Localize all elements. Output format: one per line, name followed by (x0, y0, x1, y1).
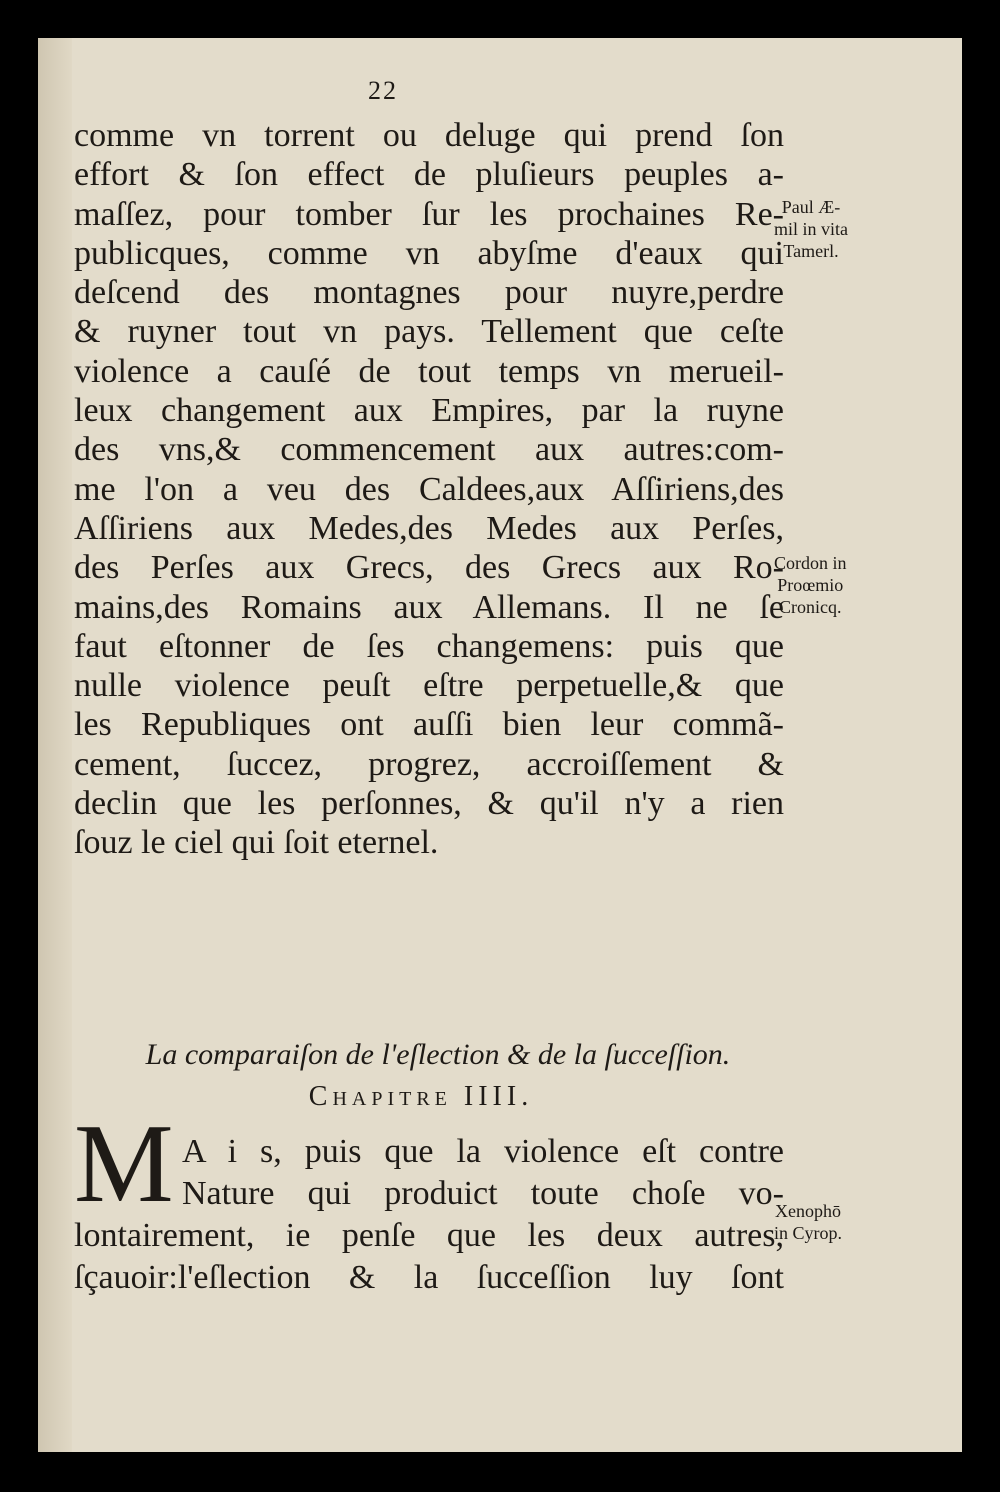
body-line: violence a cauſé de tout temps vn merueil- (74, 352, 784, 390)
book-page (38, 38, 962, 1452)
body-line: les Republiques ont auſſi bien leur commã- (74, 706, 784, 744)
margin-note-cordon: Cordon in Proœmio Cronicq. (774, 553, 847, 617)
body-line: nulle violence peuſt eſtre perpetuelle,& que (74, 667, 784, 705)
body-line: effort & ſon effect de pluſieurs peuples a- (74, 156, 784, 194)
chapter-line: Nature qui produict toute choſe vo- (182, 1175, 784, 1212)
body-text (74, 116, 784, 863)
page-gutter (38, 38, 72, 1452)
chapter-line: lontairement, ie penſe que les deux autres, (74, 1217, 784, 1254)
margin-note-xenophon: Xenophō in Cyrop. (774, 1201, 843, 1243)
body-line: Aſſiriens aux Medes,des Medes aux Perſes, (74, 509, 784, 547)
body-line: declin que les perſonnes, & qu'il n'y a rien (74, 785, 784, 823)
chapter-line: A i s, puis que la violence eſt contre (182, 1133, 784, 1170)
body-line: deſcend des montagnes pour nuyre,perdre (74, 274, 784, 312)
body-line: des vns,& commencement aux autres:com- (74, 431, 784, 469)
chapter-text (74, 1131, 784, 1299)
body-line: faut eſtonner de ſes changemens: puis que (74, 627, 784, 665)
body-line: ſouz le ciel qui ſoit eternel. (74, 824, 439, 862)
chapter-title: La comparaiſon de l'eſlection & de la ſucceſſion. (145, 1038, 731, 1071)
body-line: des Perſes aux Grecs, des Grecs aux Ro- (74, 549, 784, 587)
body-line: maſſez, pour tomber ſur les prochaines Re- (74, 195, 784, 233)
page-number: 22 (368, 76, 398, 105)
body-line: me l'on a veu des Caldees,aux Aſſiriens,des (74, 470, 784, 508)
chapter-line: ſçauoir:l'eſlection & la ſucceſſion luy ſont (74, 1259, 784, 1296)
body-line: cement, ſuccez, progrez, accroiſſement & (74, 745, 784, 783)
margin-note-paul-aemil: Paul Æ- mil in vita Tamerl. (774, 197, 848, 261)
drop-cap: M (74, 1102, 174, 1226)
chapter-heading: Chapitre IIII. (308, 1081, 534, 1112)
body-line: comme vn torrent ou deluge qui prend ſon (74, 117, 784, 154)
body-line: publicques, comme vn abyſme d'eaux qui (74, 234, 784, 272)
body-line: leux changement aux Empires, par la ruyne (74, 392, 784, 430)
body-line: & ruyner tout vn pays. Tellement que ceſte (74, 313, 784, 351)
body-line: mains,des Romains aux Allemans. Il ne ſe (74, 588, 784, 626)
